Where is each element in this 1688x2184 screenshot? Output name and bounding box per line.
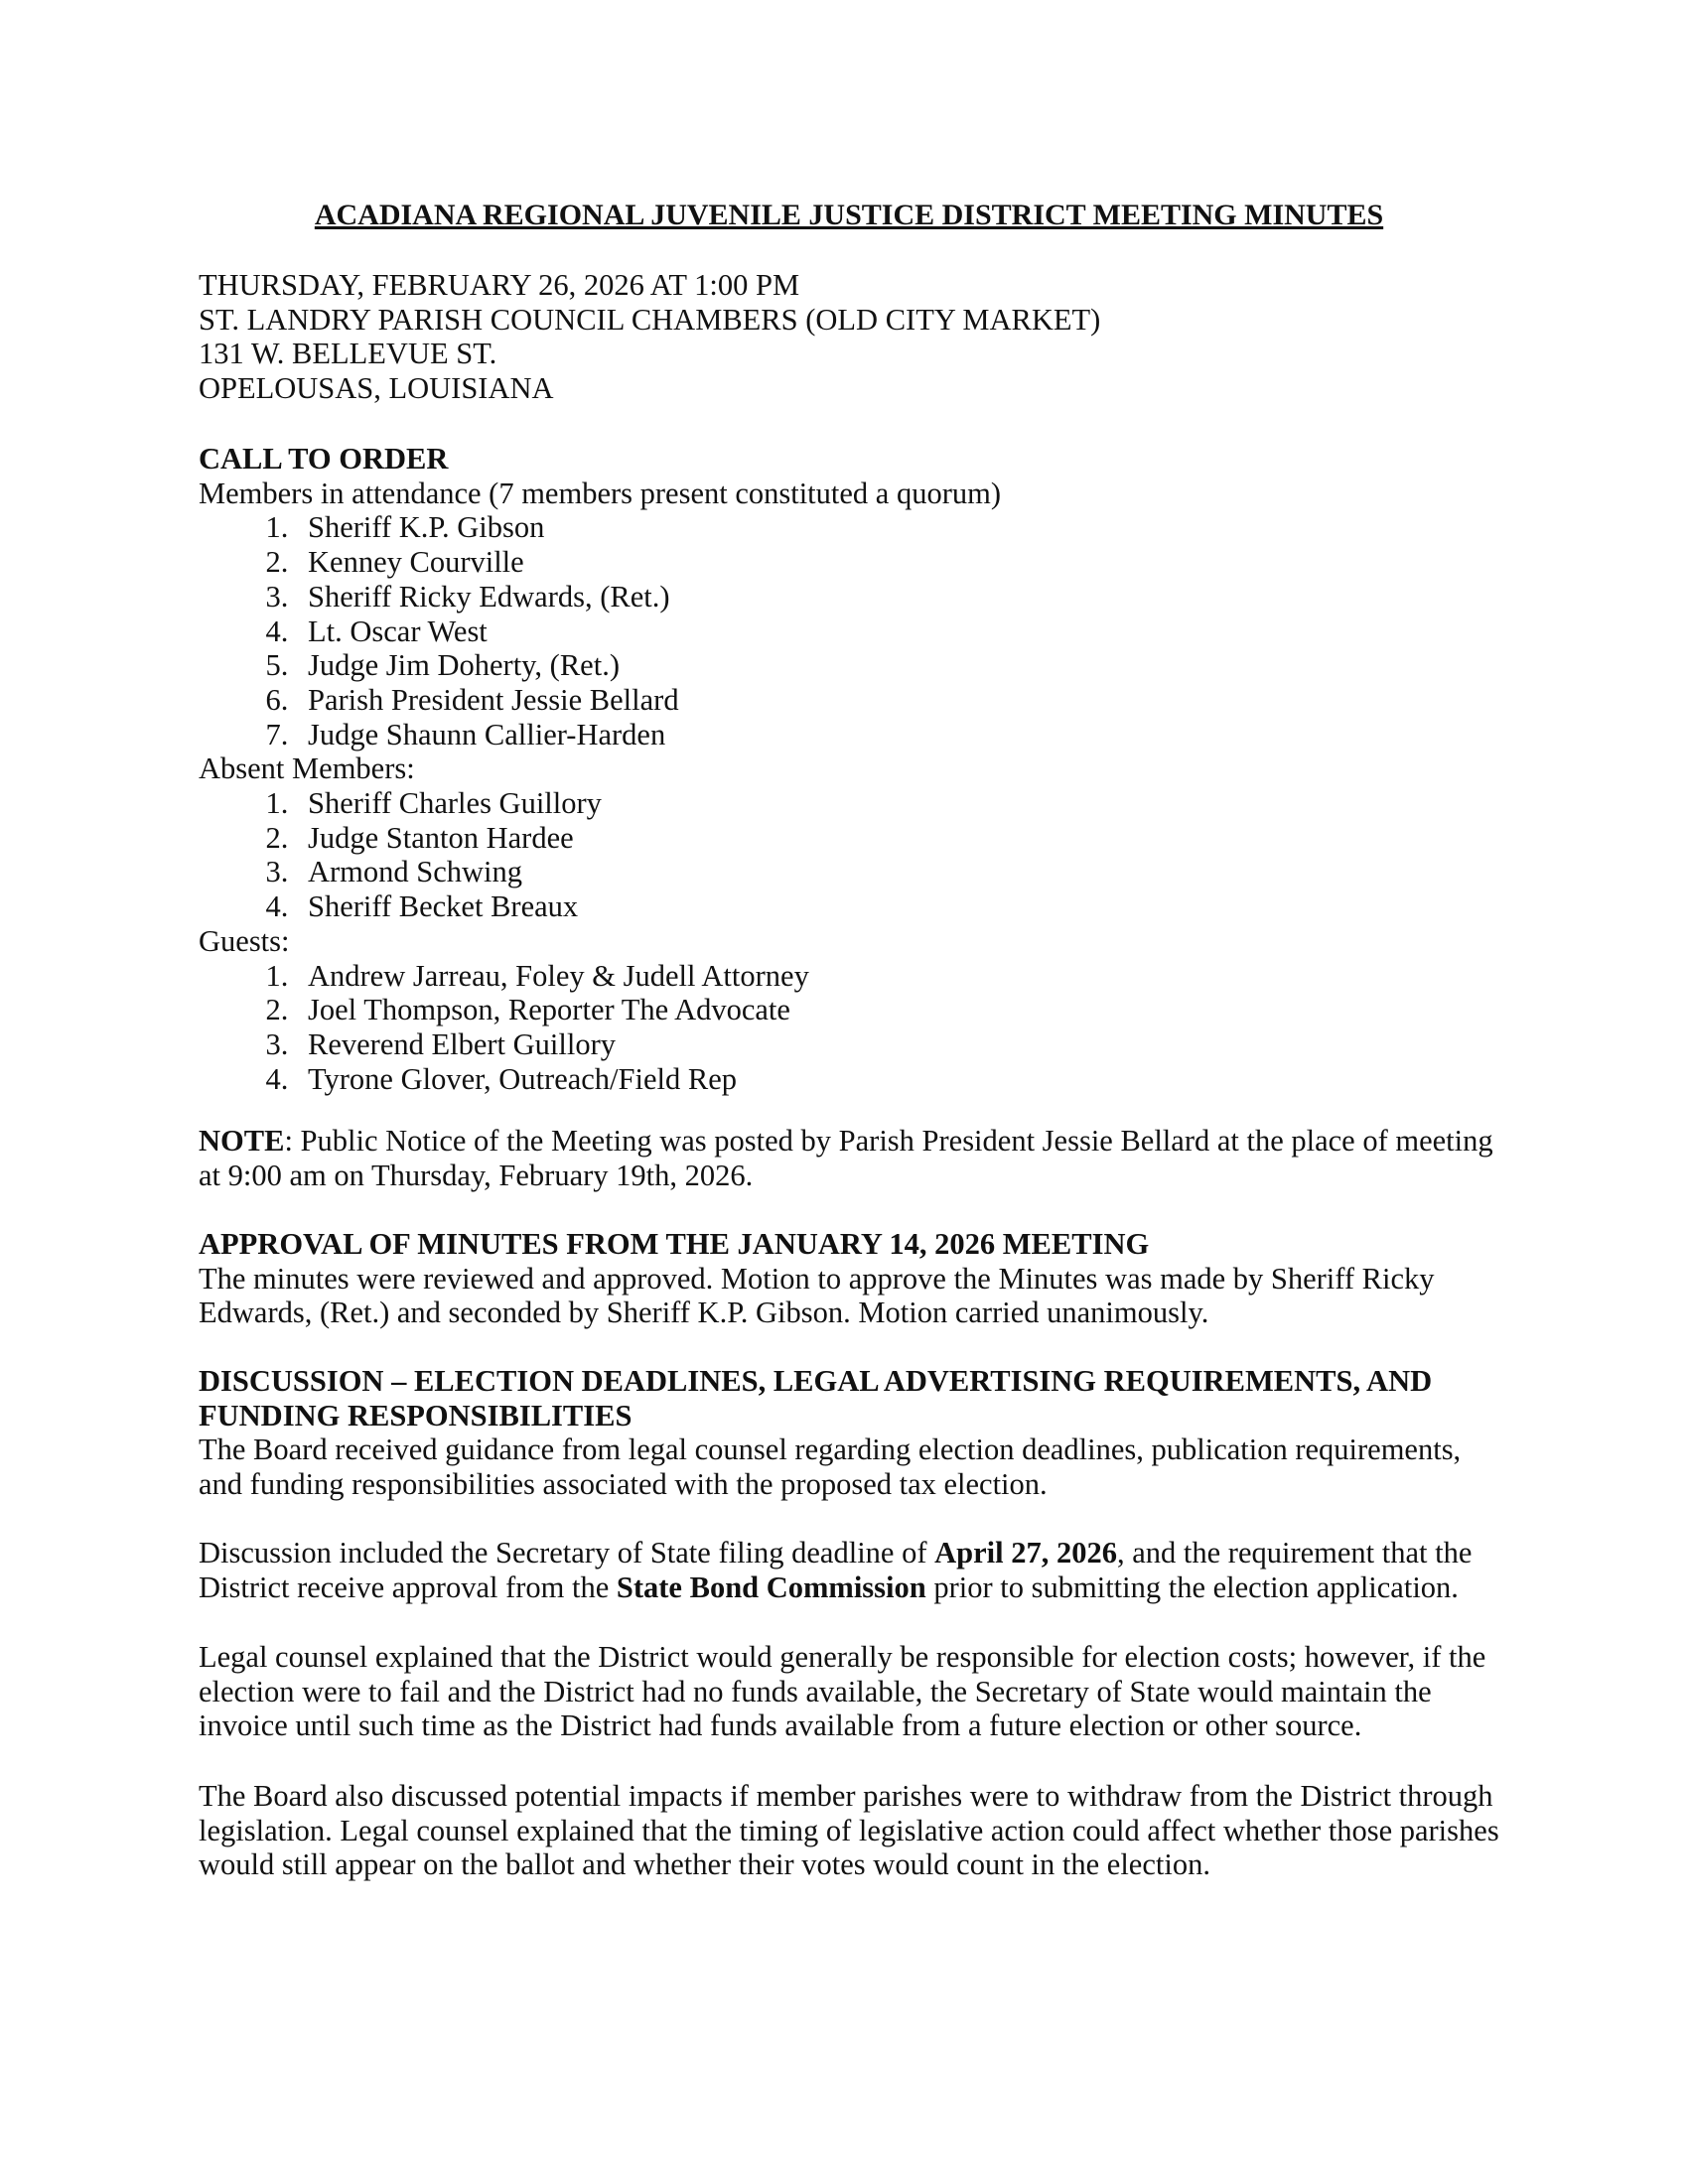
attendance-intro: Members in attendance (7 members present constituted a quorum) [199,476,1001,510]
discussion-paragraph-4-block [199,1779,1499,1882]
meeting-location: ST. LANDRY PARISH COUNCIL CHAMBERS (OLD CITY MARKET) [199,302,1101,337]
list-item: 1. Andrew Jarreau, Foley & Judell Attorney [296,959,1499,994]
meeting-header [199,268,1499,406]
filing-deadline-date: April 27, 2026 [934,1536,1117,1570]
present-members-list [199,510,1499,751]
note-label: NOTE [199,1124,285,1158]
document-title: ACADIANA REGIONAL JUVENILE JUSTICE DISTRICT MEETING MINUTES [314,199,1384,231]
discussion-paragraph-1: The Board received guidance from legal counsel regarding election deadlines, publication requirements, and funding responsibilities associated with the proposed tax election. [199,1433,1462,1502]
meeting-address: 131 W. BELLEVUE ST. [199,337,497,371]
list-item: 3. Armond Schwing [296,855,1499,889]
absent-members-list [199,786,1499,924]
meeting-date: THURSDAY, FEBRUARY 26, 2026 AT 1:00 PM [199,268,800,302]
approval-heading: APPROVAL OF MINUTES FROM THE JANUARY 14, 2026 MEETING [199,1227,1150,1261]
list-item: 4. Lt. Oscar West [296,614,1499,649]
discussion-paragraph-2-block [199,1536,1499,1604]
list-item: 3. Sheriff Ricky Edwards, (Ret.) [296,580,1499,614]
meeting-city: OPELOUSAS, LOUISIANA [199,371,554,406]
list-item: 4. Tyrone Glover, Outreach/Field Rep [296,1062,1499,1097]
state-bond-commission: State Bond Commission [616,1570,926,1604]
para2-text-b: , and the requirement that the District receive approval from the [199,1536,1473,1604]
guests-label: Guests: [199,923,290,958]
para2-text-c: prior to submitting the election application. [925,1570,1459,1604]
discussion-paragraph-4: The Board also discussed potential impacts if member parishes were to withdraw from the District through legislation. Legal counsel explained that the timing of legislative action could affect whether those parishes would still appear on the ballot and whether their votes would count in the election. [199,1779,1499,1882]
list-item: 5. Judge Jim Doherty, (Ret.) [296,648,1499,683]
discussion-paragraph-2 [199,1536,1499,1604]
guests-list [199,959,1499,1097]
note-section [199,1124,1499,1192]
list-item: 7. Judge Shaunn Callier-Harden [296,718,1499,752]
discussion-heading-line1: DISCUSSION – ELECTION DEADLINES, LEGAL ADVERTISING REQUIREMENTS, AND [199,1364,1433,1398]
list-item: 1. Sheriff Charles Guillory [296,786,1499,821]
list-item: 2. Joel Thompson, Reporter The Advocate [296,993,1499,1027]
note-text: : Public Notice of the Meeting was posted by Parish President Jessie Bellard at the place of meeting at 9:00 am on Thursday, February 19th, 2026. [199,1124,1493,1192]
discussion-paragraph-3-block [199,1640,1499,1743]
absent-members-label: Absent Members: [199,751,415,786]
discussion-paragraph-3: Legal counsel explained that the District would generally be responsible for election costs; however, if the election were to fail and the District had no funds available, the Secretary of State would maintain the invoice until such time as the District had funds available from a future election or other source. [199,1640,1486,1743]
discussion-heading-line2: FUNDING RESPONSIBILITIES [199,1398,633,1433]
note-paragraph [199,1124,1499,1192]
list-item: 2. Judge Stanton Hardee [296,821,1499,856]
approval-text: The minutes were reviewed and approved. Motion to approve the Minutes was made by Sheriff Ricky Edwards, (Ret.) and seconded by Sheriff K.P. Gibson. Motion carried unanimously. [199,1261,1435,1330]
list-item: 1. Sheriff K.P. Gibson [296,510,1499,545]
call-to-order-heading: CALL TO ORDER [199,442,449,476]
discussion-section [199,1364,1499,1502]
list-item: 3. Reverend Elbert Guillory [296,1027,1499,1062]
list-item: 4. Sheriff Becket Breaux [296,889,1499,924]
list-item: 6. Parish President Jessie Bellard [296,683,1499,718]
list-item: 2. Kenney Courville [296,545,1499,580]
para2-text-a: Discussion included the Secretary of State filing deadline of [199,1536,935,1570]
call-to-order-section [199,442,1499,1096]
approval-section [199,1227,1499,1330]
